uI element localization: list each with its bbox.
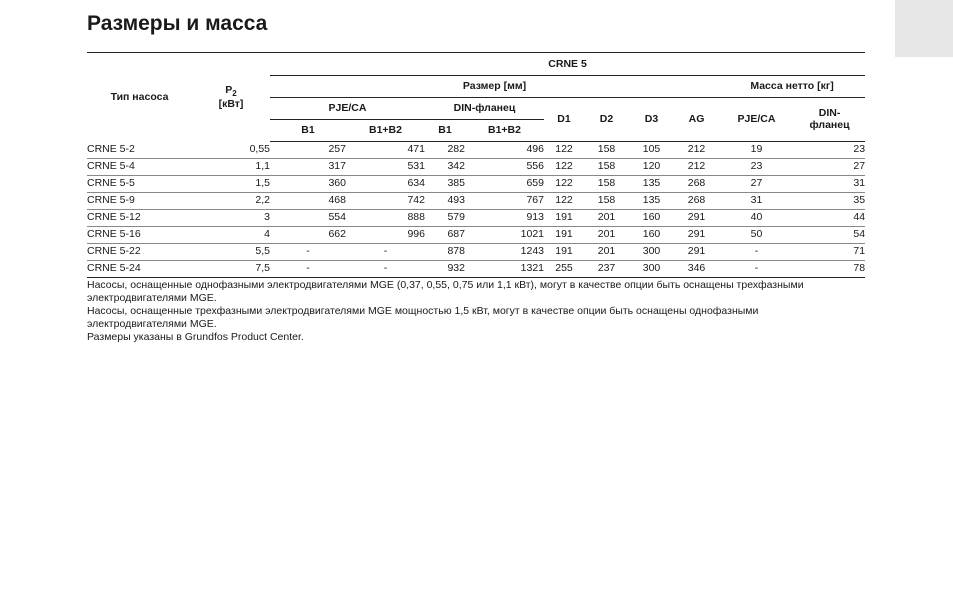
table-body	[87, 141, 865, 277]
cell-d3: 300	[629, 243, 674, 260]
cell-din-b1b2: 659	[465, 175, 544, 192]
cell-pje-b1b2: -	[346, 260, 425, 277]
cell-din-b1: 385	[425, 175, 465, 192]
cell-m-pje: 31	[719, 192, 794, 209]
cell-d3: 105	[629, 141, 674, 158]
cell-din-b1: 878	[425, 243, 465, 260]
cell-d2: 158	[584, 192, 629, 209]
cell-type: CRNE 5-22	[87, 243, 192, 260]
cell-p2: 7,5	[192, 260, 270, 277]
header-model-group: CRNE 5	[270, 53, 865, 75]
cell-din-b1b2: 1321	[465, 260, 544, 277]
cell-m-din: 44	[794, 209, 865, 226]
cell-m-pje: 40	[719, 209, 794, 226]
footnote-2: Насосы, оснащенные трехфазными электродвигателями MGE мощностью 1,5 кВт, могут в качестве опции быть оснащены однофазными электродвигателями MGE.	[87, 305, 759, 330]
section-tab-marker	[895, 0, 953, 57]
header-din-flange: DIN-фланец	[425, 97, 544, 119]
cell-m-din: 35	[794, 192, 865, 209]
cell-p2: 1,5	[192, 175, 270, 192]
cell-m-din: 31	[794, 175, 865, 192]
cell-din-b1b2: 1243	[465, 243, 544, 260]
cell-d3: 135	[629, 192, 674, 209]
cell-d1: 122	[544, 175, 584, 192]
cell-d2: 158	[584, 141, 629, 158]
cell-pje-b1b2: -	[346, 243, 425, 260]
cell-p2: 0,55	[192, 141, 270, 158]
header-p2-symbol: P	[225, 83, 233, 96]
cell-m-din: 27	[794, 158, 865, 175]
cell-din-b1: 282	[425, 141, 465, 158]
cell-d1: 122	[544, 158, 584, 175]
cell-ag: 212	[674, 141, 719, 158]
cell-din-b1: 687	[425, 226, 465, 243]
table-row	[87, 175, 865, 192]
cell-pje-b1b2: 471	[346, 141, 425, 158]
header-dimensions-group: Размер [мм]	[270, 75, 719, 97]
cell-p2: 2,2	[192, 192, 270, 209]
cell-din-b1: 493	[425, 192, 465, 209]
cell-d1: 122	[544, 141, 584, 158]
header-d3: D3	[629, 97, 674, 141]
header-p2-unit: [кВт]	[218, 98, 244, 111]
cell-d1: 122	[544, 192, 584, 209]
cell-m-din: 54	[794, 226, 865, 243]
cell-m-pje: 19	[719, 141, 794, 158]
cell-p2: 4	[192, 226, 270, 243]
cell-pje-b1: 468	[270, 192, 346, 209]
cell-pje-b1b2: 996	[346, 226, 425, 243]
table-row	[87, 141, 865, 158]
cell-d3: 120	[629, 158, 674, 175]
cell-m-pje: -	[719, 260, 794, 277]
header-d2: D2	[584, 97, 629, 141]
cell-din-b1b2: 556	[465, 158, 544, 175]
header-p2-subscript: 2	[232, 88, 237, 98]
cell-din-b1: 342	[425, 158, 465, 175]
cell-d2: 201	[584, 209, 629, 226]
page-title: Размеры и масса	[87, 12, 268, 35]
cell-m-pje: -	[719, 243, 794, 260]
cell-pje-b1b2: 634	[346, 175, 425, 192]
cell-din-b1b2: 1021	[465, 226, 544, 243]
cell-type: CRNE 5-12	[87, 209, 192, 226]
cell-pje-b1b2: 742	[346, 192, 425, 209]
cell-d3: 300	[629, 260, 674, 277]
cell-p2: 1,1	[192, 158, 270, 175]
header-d1: D1	[544, 97, 584, 141]
cell-d2: 237	[584, 260, 629, 277]
footnote-1: Насосы, оснащенные однофазными электродвигателями MGE (0,37, 0,55, 0,75 или 1,1 кВт), могут в качестве опции быть оснащены трехфазными электродвигателями MGE.	[87, 279, 804, 304]
cell-type: CRNE 5-9	[87, 192, 192, 209]
cell-din-b1b2: 913	[465, 209, 544, 226]
footnote-3: Размеры указаны в Grundfos Product Center.	[87, 331, 304, 343]
cell-pje-b1: 662	[270, 226, 346, 243]
cell-din-b1: 932	[425, 260, 465, 277]
cell-pje-b1: 317	[270, 158, 346, 175]
header-p2	[192, 53, 270, 141]
cell-pje-b1b2: 888	[346, 209, 425, 226]
cell-p2: 3	[192, 209, 270, 226]
cell-d1: 191	[544, 209, 584, 226]
table-row	[87, 158, 865, 175]
cell-type: CRNE 5-5	[87, 175, 192, 192]
cell-ag: 268	[674, 175, 719, 192]
cell-pje-b1: 360	[270, 175, 346, 192]
cell-ag: 291	[674, 209, 719, 226]
cell-pje-b1: 257	[270, 141, 346, 158]
table-row	[87, 260, 865, 277]
cell-m-pje: 27	[719, 175, 794, 192]
cell-type: CRNE 5-4	[87, 158, 192, 175]
cell-d2: 201	[584, 226, 629, 243]
header-mass-group: Масса нетто [кг]	[719, 75, 865, 97]
cell-pje-b1: 554	[270, 209, 346, 226]
dimensions-table	[87, 53, 865, 278]
cell-pje-b1: -	[270, 260, 346, 277]
cell-d3: 160	[629, 226, 674, 243]
cell-d2: 158	[584, 158, 629, 175]
header-pump-type: Тип насоса	[110, 90, 169, 103]
cell-ag: 268	[674, 192, 719, 209]
table-row	[87, 243, 865, 260]
table-row	[87, 209, 865, 226]
cell-ag: 291	[674, 243, 719, 260]
cell-pje-b1b2: 531	[346, 158, 425, 175]
cell-type: CRNE 5-16	[87, 226, 192, 243]
cell-m-din: 71	[794, 243, 865, 260]
header-ag: AG	[674, 97, 719, 141]
header-mass-pje-ca: PJE/CA	[719, 97, 794, 141]
table-row	[87, 226, 865, 243]
header-din-b1b2: B1+B2	[465, 119, 544, 141]
cell-din-b1: 579	[425, 209, 465, 226]
cell-d2: 158	[584, 175, 629, 192]
cell-m-din: 23	[794, 141, 865, 158]
cell-type: CRNE 5-2	[87, 141, 192, 158]
cell-pje-b1: -	[270, 243, 346, 260]
cell-ag: 212	[674, 158, 719, 175]
cell-ag: 346	[674, 260, 719, 277]
cell-d1: 255	[544, 260, 584, 277]
cell-type: CRNE 5-24	[87, 260, 192, 277]
cell-d2: 201	[584, 243, 629, 260]
cell-d1: 191	[544, 243, 584, 260]
header-pje-b1: B1	[270, 119, 346, 141]
cell-d1: 191	[544, 226, 584, 243]
cell-m-pje: 50	[719, 226, 794, 243]
cell-p2: 5,5	[192, 243, 270, 260]
cell-m-din: 78	[794, 260, 865, 277]
cell-din-b1b2: 767	[465, 192, 544, 209]
header-mass-din: DIN-фланец	[794, 97, 865, 141]
header-pje-b1b2: B1+B2	[346, 119, 425, 141]
header-pje-ca: PJE/CA	[270, 97, 425, 119]
cell-m-pje: 23	[719, 158, 794, 175]
cell-d3: 160	[629, 209, 674, 226]
table-row	[87, 192, 865, 209]
footnotes	[87, 279, 847, 344]
cell-d3: 135	[629, 175, 674, 192]
cell-din-b1b2: 496	[465, 141, 544, 158]
header-din-b1: B1	[425, 119, 465, 141]
cell-ag: 291	[674, 226, 719, 243]
